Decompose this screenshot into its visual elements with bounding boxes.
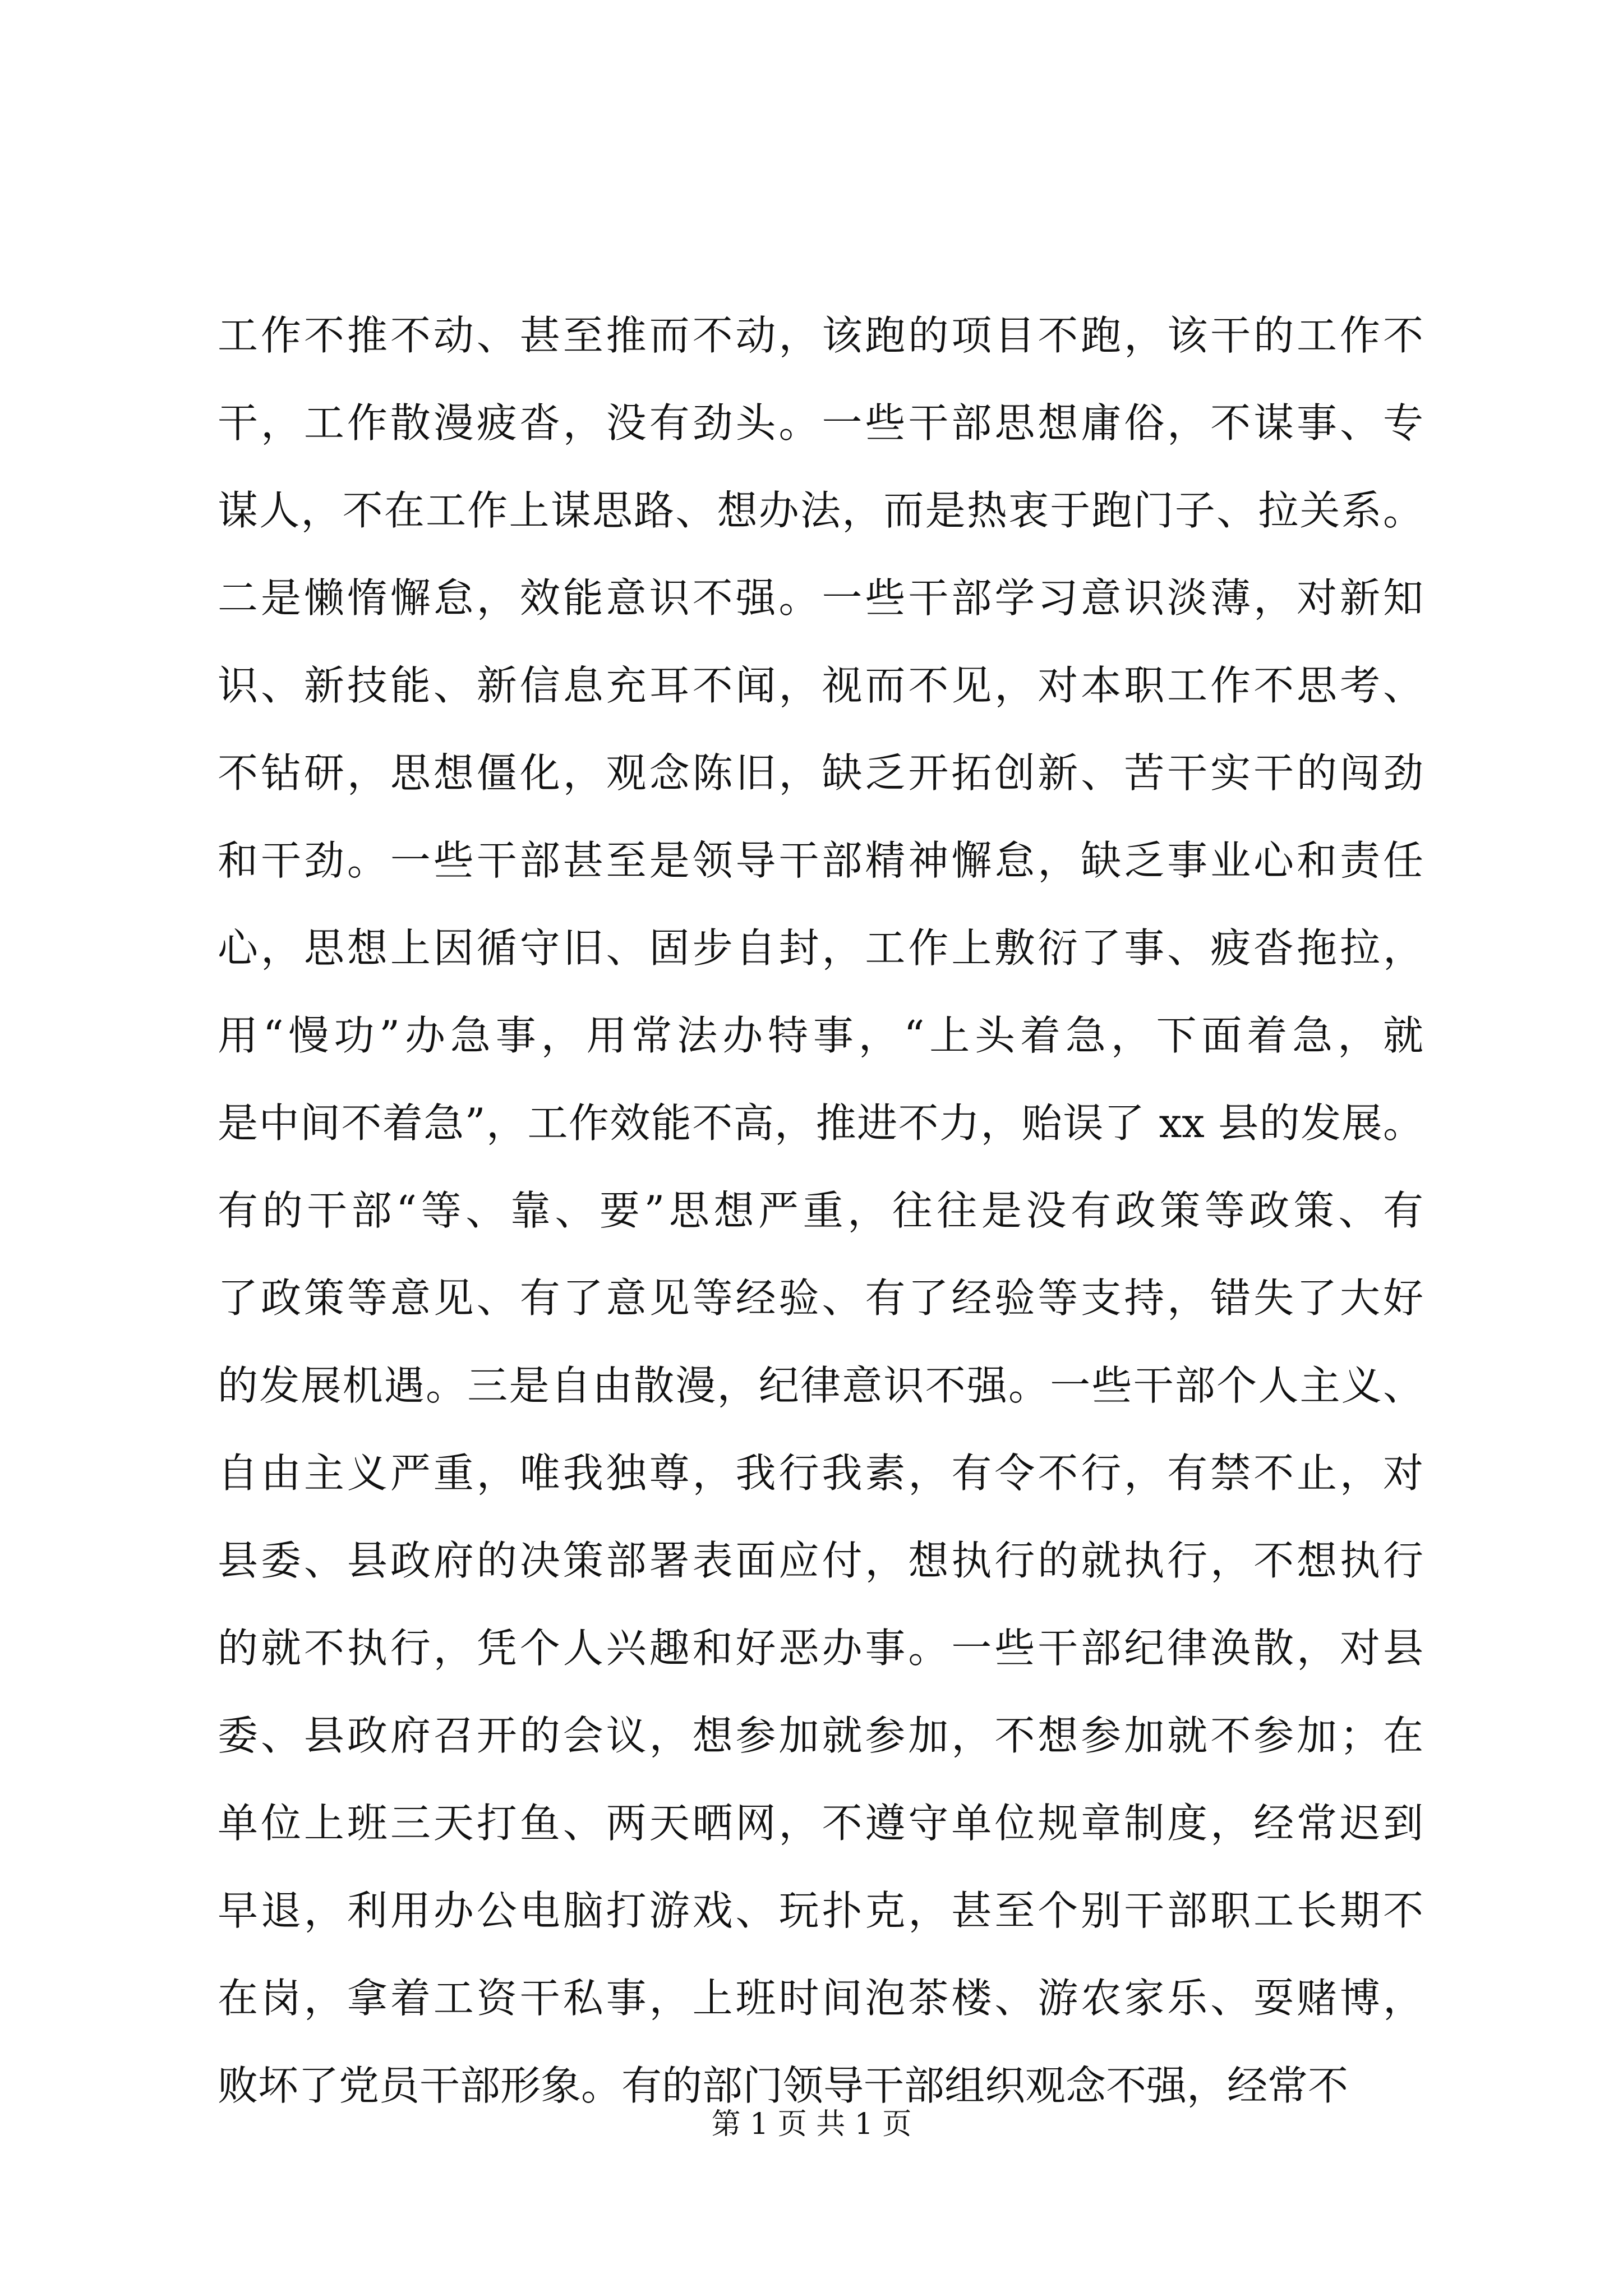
text-line: 早退，利用办公电脑打游戏、玩扑克，甚至个别干部职工长期不 <box>218 1887 1423 1934</box>
text-line: 心，思想上因循守旧、固步自封，工作上敷衍了事、疲沓拖拉， <box>218 924 1423 972</box>
text-line: 不钻研，思想僵化，观念陈旧，缺乏开拓创新、苦干实干的闯劲 <box>218 749 1423 797</box>
text-line: 有的干部“等、靠、要”思想严重，往往是没有政策等政策、有 <box>218 1187 1423 1234</box>
text-line: 的发展机遇。三是自由散漫，纪律意识不强。一些干部个人主义、 <box>218 1362 1423 1409</box>
text-line: 在岗，拿着工资干私事，上班时间泡茶楼、游农家乐、耍赌博， <box>218 1975 1423 2022</box>
text-line: 单位上班三天打鱼、两天晒网，不遵守单位规章制度，经常迟到 <box>218 1800 1423 1847</box>
page-number-label: 第 1 页 共 1 页 <box>711 2108 912 2141</box>
text-line: 自由主义严重，唯我独尊，我行我素，有令不行，有禁不止，对 <box>218 1450 1423 1497</box>
document-body <box>218 292 1423 2129</box>
text-line: 和干劲。一些干部甚至是领导干部精神懈怠，缺乏事业心和责任 <box>218 837 1423 884</box>
text-line: 工作不推不动、甚至推而不动，该跑的项目不跑，该干的工作不 <box>218 312 1423 359</box>
text-line: 败坏了党员干部形象。有的部门领导干部组织观念不强，经常不 <box>218 2062 1349 2109</box>
text-line: 县委、县政府的决策部署表面应付，想执行的就执行，不想执行 <box>218 1537 1423 1584</box>
text-line: 用“慢功”办急事，用常法办特事，“上头着急，下面着急，就 <box>218 1012 1423 1059</box>
page-footer <box>0 2106 1623 2142</box>
text-line: 二是懒惰懈怠，效能意识不强。一些干部学习意识淡薄，对新知 <box>218 574 1423 622</box>
text-line: 委、县政府召开的会议，想参加就参加，不想参加就不参加；在 <box>218 1712 1423 1759</box>
text-line: 识、新技能、新信息充耳不闻，视而不见，对本职工作不思考、 <box>218 662 1423 709</box>
text-line: 是中间不着急”，工作效能不高，推进不力，贻误了 xx 县的发展。 <box>218 1099 1423 1147</box>
text-line: 谋人，不在工作上谋思路、想办法，而是热衷于跑门子、拉关系。 <box>218 487 1423 534</box>
text-line: 的就不执行，凭个人兴趣和好恶办事。一些干部纪律涣散，对县 <box>218 1625 1423 1672</box>
text-line: 了政策等意见、有了意见等经验、有了经验等支持，错失了大好 <box>218 1274 1423 1322</box>
text-line: 干，工作散漫疲沓，没有劲头。一些干部思想庸俗，不谋事、专 <box>218 399 1423 447</box>
